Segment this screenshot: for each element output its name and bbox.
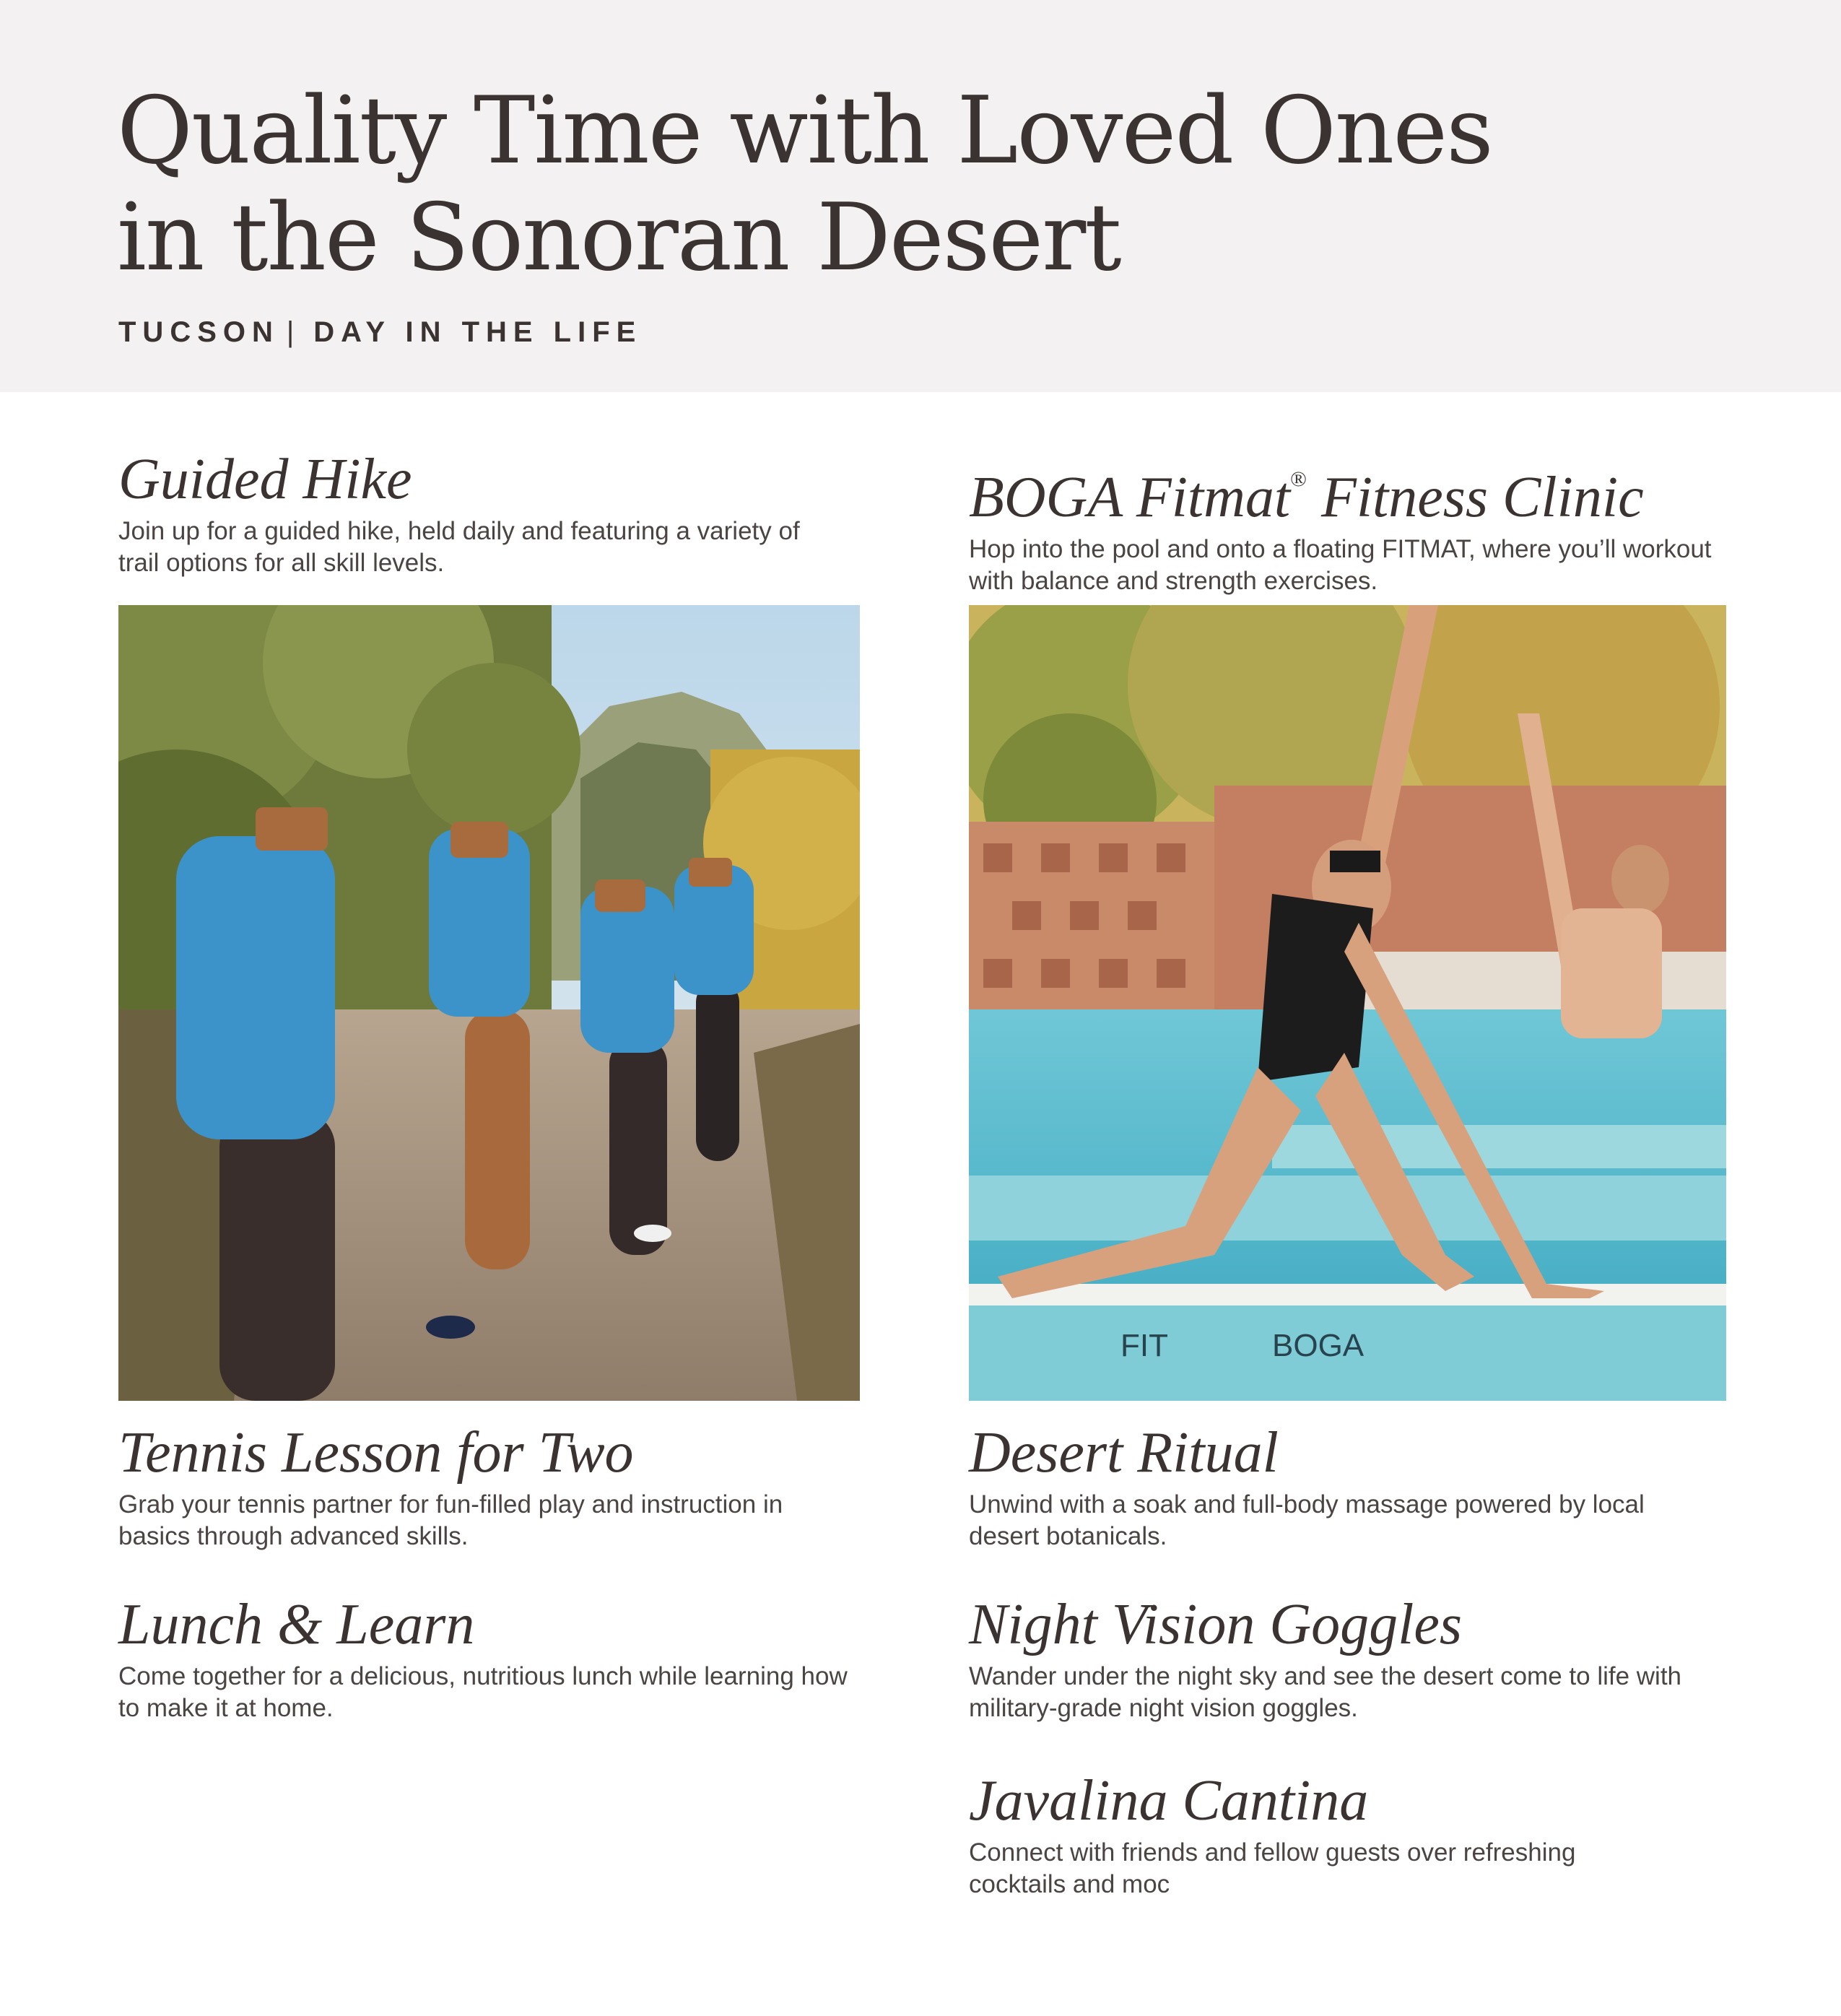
activity-description: Join up for a guided hike, held daily and featuring a variety of trail options for all skill levels. (118, 517, 800, 577)
subtitle-section: DAY IN THE LIFE (313, 316, 643, 348)
hike-photo (118, 605, 860, 1401)
activity-title: Javalina Cantina (969, 1769, 1369, 1833)
activity-boga-fitmat (969, 446, 1734, 597)
activity-title: Lunch & Learn (118, 1593, 475, 1656)
hero-banner (0, 0, 1841, 392)
activity-description: Wander under the night sky and see the desert come to life with military-grade night vision goggles. (969, 1662, 1682, 1722)
mat-label: BOGA (1272, 1328, 1365, 1363)
activity-title: Night Vision Goggles (969, 1593, 1462, 1656)
activity-night-vision-goggles (969, 1591, 1734, 1724)
activity-title-main: BOGA Fitmat (969, 466, 1291, 529)
page-title (117, 78, 1705, 292)
hikers-with-blue-backpacks-image (118, 605, 860, 1401)
activity-description: Hop into the pool and onto a floating FITMAT, where you’ll workout with balance and strength exercises. (969, 535, 1712, 595)
activity-title: Tennis Lesson for Two (118, 1421, 634, 1485)
activity-description: Connect with friends and fellow guests over refreshing cocktails and moc (969, 1838, 1576, 1898)
activity-title-rest: Fitness Clinic (1306, 466, 1644, 529)
activity-guided-hike (118, 446, 884, 579)
mat-label-fit: FIT (1120, 1328, 1168, 1363)
activity-title: Desert Ritual (969, 1421, 1279, 1485)
pool-fitmat-yoga-image (969, 605, 1726, 1401)
activity-javalina-cantina (969, 1768, 1734, 1900)
page-subtitle (118, 316, 642, 349)
subtitle-separator: | (286, 316, 301, 348)
activity-desert-ritual (969, 1420, 1734, 1552)
registered-mark: ® (1290, 467, 1307, 491)
page-title-line-2: in the Sonoran Desert (117, 184, 1120, 292)
activity-description: Unwind with a soak and full-body massage powered by local desert botanicals. (969, 1490, 1645, 1550)
activity-description: Grab your tennis partner for fun-filled play and instruction in basics through advanced skills. (118, 1490, 783, 1550)
page-title-line-1: Quality Time with Loved Ones (117, 77, 1492, 185)
activity-description: Come together for a delicious, nutritious lunch while learning how to make it at home. (118, 1662, 848, 1722)
subtitle-location: TUCSON (118, 316, 279, 348)
activity-title: Guided Hike (118, 448, 412, 511)
activity-tennis-lesson (118, 1420, 884, 1552)
pool-photo (969, 605, 1726, 1401)
activity-title (969, 446, 1734, 531)
activity-lunch-and-learn (118, 1591, 884, 1724)
